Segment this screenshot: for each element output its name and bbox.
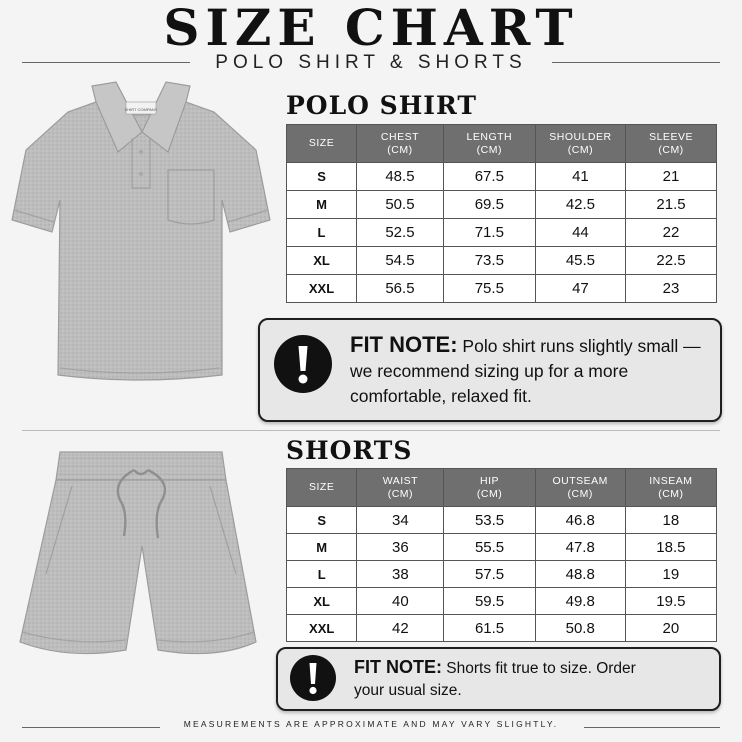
table-cell: 19 xyxy=(625,561,716,588)
table-cell: 75.5 xyxy=(443,275,535,303)
table-cell: 19.5 xyxy=(625,588,716,615)
table-cell: 45.5 xyxy=(535,247,625,275)
table-cell: 36 xyxy=(357,534,444,561)
table-cell: 48.5 xyxy=(357,163,444,191)
table-cell: 42 xyxy=(357,615,444,642)
table-cell: 22.5 xyxy=(626,247,717,275)
table-cell: 21.5 xyxy=(626,191,717,219)
note-lead: FIT NOTE: xyxy=(350,332,458,357)
column-header: SIZE xyxy=(287,125,357,163)
table-cell: 67.5 xyxy=(443,163,535,191)
column-header: INSEAM (CM) xyxy=(625,469,716,507)
header-rule-right xyxy=(552,62,720,63)
column-header: SIZE xyxy=(287,469,357,507)
table-row xyxy=(287,507,717,534)
table-cell: 22 xyxy=(626,219,717,247)
table-cell: 18 xyxy=(625,507,716,534)
table-cell: 46.8 xyxy=(535,507,625,534)
footer-disclaimer: MEASUREMENTS ARE APPROXIMATE AND MAY VARY SLIGHTLY. xyxy=(183,719,559,729)
size-cell: XL xyxy=(287,588,357,615)
table-row xyxy=(287,275,717,303)
table-row xyxy=(287,615,717,642)
table-cell: 42.5 xyxy=(535,191,625,219)
header-rule-left xyxy=(22,62,190,63)
note-text: Shorts fit true to size. Order your usual size. xyxy=(354,660,636,699)
size-cell: S xyxy=(287,507,357,534)
shorts-fit-note xyxy=(276,647,721,711)
table-cell: 48.8 xyxy=(535,561,625,588)
column-header: CHEST (CM) xyxy=(357,125,444,163)
table-row xyxy=(287,588,717,615)
table-row xyxy=(287,247,717,275)
polo-size-table xyxy=(286,124,717,303)
table-cell: 34 xyxy=(357,507,444,534)
note-lead: FIT NOTE: xyxy=(354,657,442,677)
table-cell: 20 xyxy=(625,615,716,642)
column-header: LENGTH (CM) xyxy=(443,125,535,163)
table-cell: 56.5 xyxy=(357,275,444,303)
column-header: SHOULDER (CM) xyxy=(535,125,625,163)
table-cell: 54.5 xyxy=(357,247,444,275)
exclamation-icon xyxy=(290,655,336,701)
table-cell: 41 xyxy=(535,163,625,191)
table-cell: 59.5 xyxy=(444,588,535,615)
table-row xyxy=(287,534,717,561)
table-cell: 55.5 xyxy=(444,534,535,561)
shorts-size-table xyxy=(286,468,717,642)
column-header: HIP (CM) xyxy=(444,469,535,507)
shirt-label-tag: SHIRT COMPANY xyxy=(124,107,158,112)
table-cell: 40 xyxy=(357,588,444,615)
size-cell: XXL xyxy=(287,275,357,303)
polo-section-title: POLO SHIRT xyxy=(286,91,477,120)
table-cell: 71.5 xyxy=(443,219,535,247)
table-cell: 44 xyxy=(535,219,625,247)
size-cell: XXL xyxy=(287,615,357,642)
table-row xyxy=(287,219,717,247)
size-cell: L xyxy=(287,219,357,247)
table-cell: 61.5 xyxy=(444,615,535,642)
table-cell: 47 xyxy=(535,275,625,303)
exclamation-icon xyxy=(274,335,332,393)
size-cell: S xyxy=(287,163,357,191)
table-cell: 53.5 xyxy=(444,507,535,534)
table-cell: 52.5 xyxy=(357,219,444,247)
size-cell: M xyxy=(287,191,357,219)
table-cell: 57.5 xyxy=(444,561,535,588)
table-cell: 69.5 xyxy=(443,191,535,219)
size-cell: L xyxy=(287,561,357,588)
column-header: SLEEVE (CM) xyxy=(626,125,717,163)
table-cell: 47.8 xyxy=(535,534,625,561)
table-cell: 49.8 xyxy=(535,588,625,615)
note-text: Polo shirt runs slightly small — we recommend sizing up for a more comfortable, relaxed fit. xyxy=(350,336,701,406)
table-cell: 18.5 xyxy=(625,534,716,561)
table-row xyxy=(287,191,717,219)
column-header: OUTSEAM (CM) xyxy=(535,469,625,507)
size-cell: XL xyxy=(287,247,357,275)
table-cell: 21 xyxy=(626,163,717,191)
section-divider xyxy=(22,430,720,431)
polo-shirt-illustration xyxy=(8,80,278,390)
table-cell: 23 xyxy=(626,275,717,303)
page-title: SIZE CHART xyxy=(163,0,579,57)
table-row xyxy=(287,163,717,191)
polo-fit-note xyxy=(258,318,722,422)
table-cell: 38 xyxy=(357,561,444,588)
column-header: WAIST (CM) xyxy=(357,469,444,507)
table-cell: 50.5 xyxy=(357,191,444,219)
page-subtitle: POLO SHIRT & SHORTS xyxy=(215,52,527,73)
table-cell: 50.8 xyxy=(535,615,625,642)
table-row xyxy=(287,561,717,588)
shorts-section-title: SHORTS xyxy=(286,436,413,465)
shorts-illustration xyxy=(16,446,272,666)
table-cell: 73.5 xyxy=(443,247,535,275)
size-cell: M xyxy=(287,534,357,561)
